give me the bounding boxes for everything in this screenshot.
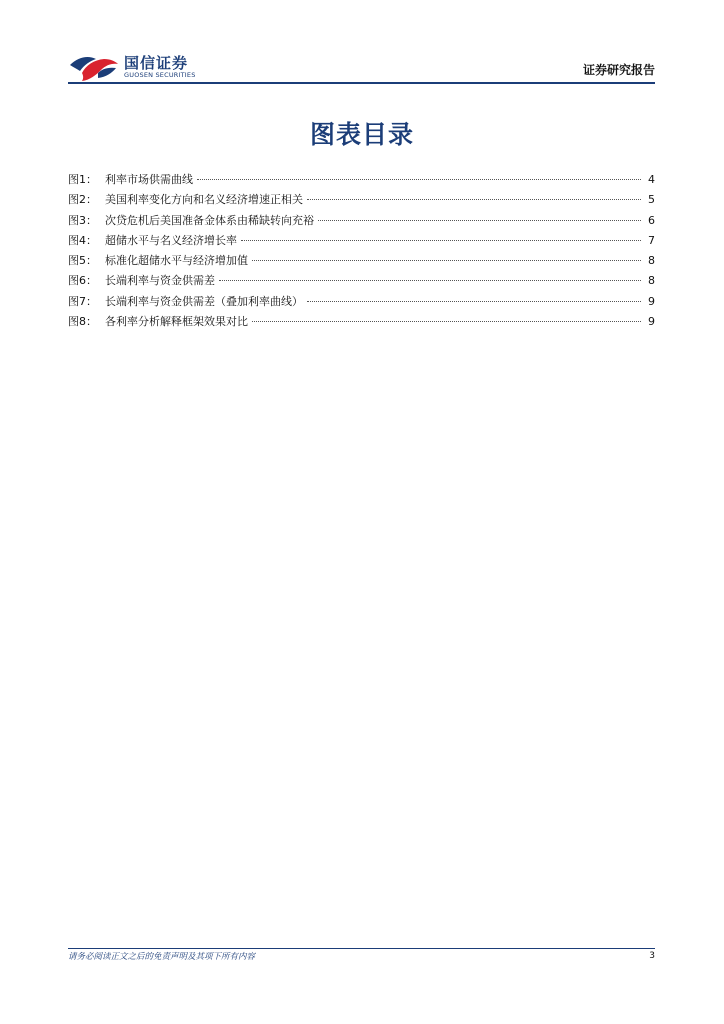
page-number: 3 (649, 951, 655, 961)
toc-entry-label: 图3： (68, 213, 97, 227)
toc-entry[interactable] (68, 211, 655, 231)
dot-leader (241, 239, 641, 241)
guosen-logo (68, 50, 208, 84)
toc-entry-page: 9 (648, 315, 655, 329)
toc-entry-title: 各利率分析解释框架效果对比 (105, 315, 248, 329)
toc-entry-title: 美国利率变化方向和名义经济增速正相关 (105, 193, 303, 207)
dot-leader (197, 178, 641, 180)
toc-entry-title: 标准化超储水平与经济增加值 (105, 254, 248, 268)
footer-divider (68, 948, 655, 949)
toc-entry-page: 9 (648, 294, 655, 308)
toc-entry[interactable] (68, 271, 655, 291)
toc-entry-title: 超储水平与名义经济增长率 (105, 233, 237, 247)
dot-leader (318, 219, 641, 221)
toc-entry[interactable] (68, 292, 655, 312)
toc-entry-title: 长端利率与资金供需差（叠加利率曲线） (105, 294, 303, 308)
toc-entry-label: 图4： (68, 233, 97, 247)
toc-entry-label: 图1： (68, 173, 97, 186)
toc-entry[interactable] (68, 190, 655, 210)
dot-leader (307, 300, 641, 302)
brand-name-en: GUOSEN SECURITIES (124, 71, 196, 79)
toc-entry-label: 图8： (68, 315, 97, 329)
toc-entry-label: 图2： (68, 193, 97, 207)
toc-entry-label: 图7： (68, 294, 97, 308)
toc-entry-title: 利率市场供需曲线 (105, 173, 193, 186)
toc-entry-label: 图6： (68, 274, 97, 288)
dot-leader (252, 259, 641, 261)
toc-entry-title: 次贷危机后美国准备金体系由稀缺转向充裕 (105, 213, 314, 227)
guosen-logo-icon (68, 51, 120, 83)
toc-entry-page: 8 (648, 274, 655, 288)
page-header (68, 50, 655, 84)
toc-entry-page: 8 (648, 254, 655, 268)
toc-entry[interactable] (68, 251, 655, 271)
page-title: 图表目录 (309, 120, 414, 149)
toc-entry[interactable] (68, 231, 655, 251)
toc-entry-page: 6 (648, 213, 655, 227)
report-type-label: 证券研究报告 (582, 63, 655, 77)
header-divider (68, 82, 655, 84)
disclaimer-note: 请务必阅读正文之后的免责声明及其项下所有内容 (68, 952, 256, 962)
toc-entry-page: 5 (648, 193, 655, 207)
brand-name-cn: 国信证券 (124, 54, 189, 72)
toc-entry-label: 图5： (68, 254, 97, 268)
toc-entry-page: 7 (648, 233, 655, 247)
toc-entry-title: 长端利率与资金供需差 (105, 274, 215, 288)
toc-entry[interactable] (68, 170, 655, 190)
toc-entry[interactable] (68, 312, 655, 332)
dot-leader (307, 198, 641, 200)
figure-list (68, 170, 655, 332)
toc-entry-page: 4 (648, 173, 655, 186)
dot-leader (219, 279, 641, 281)
dot-leader (252, 320, 641, 322)
